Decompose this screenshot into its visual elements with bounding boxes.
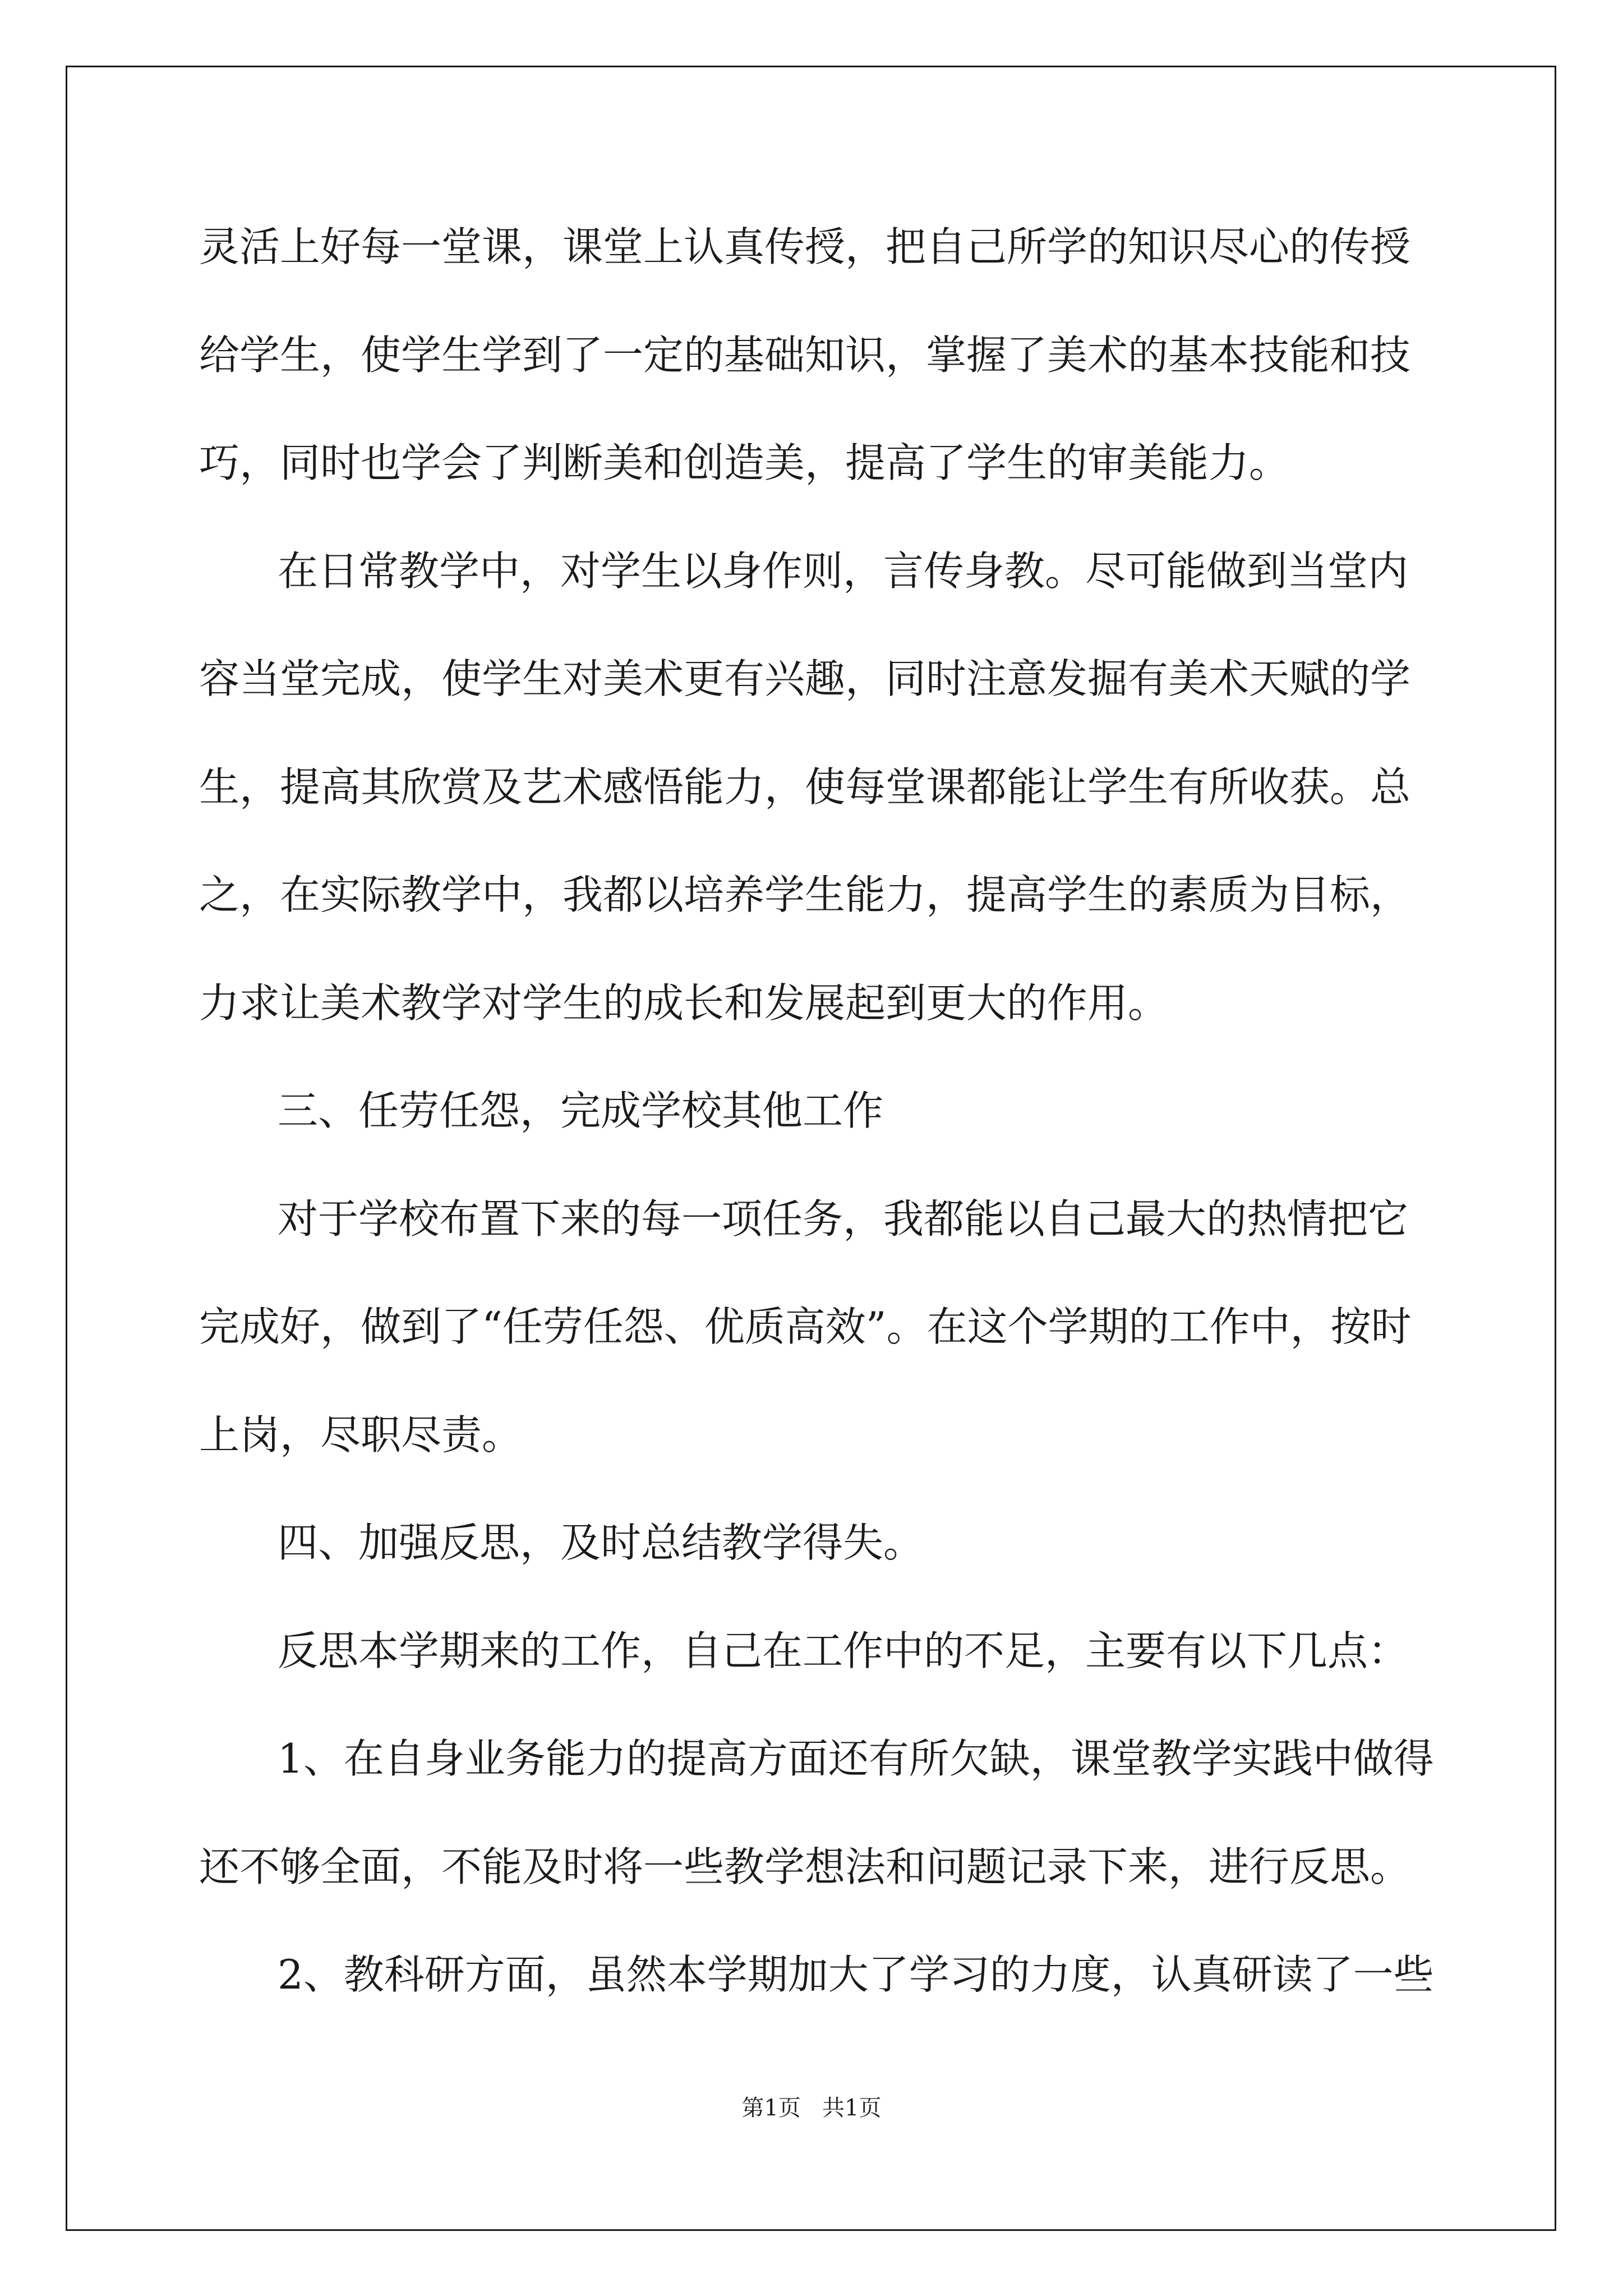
text-line: 还不够全面，不能及时将一些教学想法和问题记录下来，进行反思。	[199, 1843, 1411, 1890]
text-line: 之，在实际教学中，我都以培养学生能力，提高学生的素质为目标，	[199, 871, 1411, 918]
section-heading: 四、加强反思，及时总结教学得失。	[278, 1519, 924, 1566]
text-line: 在日常教学中，对学生以身作则，言传身教。尽可能做到当堂内	[278, 547, 1409, 595]
text-line: 反思本学期来的工作，自己在工作中的不足，主要有以下几点：	[278, 1627, 1409, 1674]
text-line: 生，提高其欣赏及艺术感悟能力，使每堂课都能让学生有所收获。总	[199, 763, 1411, 811]
document-body	[199, 216, 1434, 2052]
text-line: 对于学校布置下来的每一项任务，我都能以自己最大的热情把它	[278, 1195, 1409, 1243]
text-line: 给学生，使学生学到了一定的基础知识，掌握了美术的基本技能和技	[199, 331, 1411, 379]
text-line: 完成好，做到了“任劳任怨、优质高效”。在这个学期的工作中，按时	[199, 1303, 1412, 1350]
section-heading: 三、任劳任怨，完成学校其他工作	[278, 1087, 884, 1134]
text-line: 巧，同时也学会了判断美和创造美，提高了学生的审美能力。	[199, 439, 1290, 486]
text-line: 力求让美术教学对学生的成长和发展起到更大的作用。	[199, 979, 1169, 1027]
text-line: 1、在自身业务能力的提高方面还有所欠缺，课堂教学实践中做得	[278, 1735, 1434, 1782]
text-line: 2、教科研方面，虽然本学期加大了学习的力度，认真研读了一些	[278, 1951, 1434, 1998]
text-line: 灵活上好每一堂课，课堂上认真传授，把自己所学的知识尽心的传授	[199, 223, 1411, 270]
text-line: 容当堂完成，使学生对美术更有兴趣，同时注意发掘有美术天赋的学	[199, 655, 1411, 702]
text-line: 上岗，尽职尽责。	[199, 1411, 523, 1458]
page-number-footer: 第1页 共1页	[741, 2095, 882, 2121]
